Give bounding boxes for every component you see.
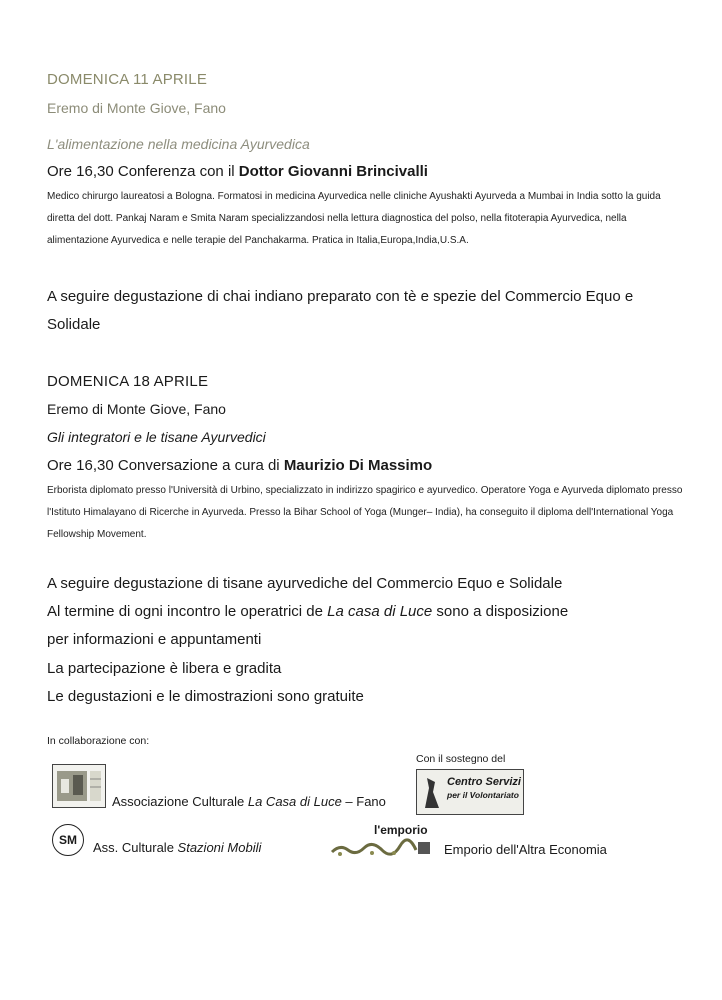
event1-place: Eremo di Monte Giove, Fano <box>47 100 226 116</box>
casa-luce-suffix: – Fano <box>341 794 386 809</box>
closing-line4: La partecipazione è libera e gradita <box>47 660 282 677</box>
stazioni-mobili-logo-icon: SM <box>52 824 84 856</box>
event1-date: DOMENICA 11 APRILE <box>47 71 208 88</box>
event2-talk-prefix: Ore 16,30 Conversazione a cura di <box>47 457 284 474</box>
closing-line2-prefix: Al termine di ogni incontro le operatrici de <box>47 603 328 620</box>
closing-line2-italic: La casa di Luce <box>327 603 433 620</box>
event1-speaker: Dottor Giovanni Brincivalli <box>238 163 428 180</box>
closing-line1: A seguire degustazione di tisane ayurvediche del Commercio Equo e Solidale <box>47 575 563 592</box>
event2-date: DOMENICA 18 APRILE <box>47 373 209 390</box>
event1-talk-prefix: Ore 16,30 Conferenza con il <box>47 163 239 180</box>
event2-talk <box>47 457 432 474</box>
stazioni-italic: Stazioni Mobili <box>177 840 262 855</box>
stazioni-prefix: Ass. Culturale <box>93 840 178 855</box>
csv-line1: Centro Servizi <box>447 776 521 788</box>
event1-followup: A seguire degustazione di chai indiano preparato con tè e spezie del Commercio Equo e Solidale <box>47 288 634 333</box>
event1-talk <box>47 163 428 180</box>
closing-line2 <box>47 598 568 626</box>
csv-line2: per il Volontariato <box>447 790 519 800</box>
emporio-name: Emporio dell'Altra Economia <box>444 842 607 857</box>
emporio-logo-text: l'emporio <box>374 823 428 837</box>
event2-speaker: Maurizio Di Massimo <box>283 457 433 474</box>
event2-topic: Gli integratori e le tisane Ayurvedici <box>47 429 266 445</box>
casa-luce-name <box>112 794 386 809</box>
casa-luce-prefix: Associazione Culturale <box>112 794 248 809</box>
csv-figure-icon <box>421 774 443 810</box>
event2-bio: Erborista diplomato presso l'Università di Urbino, specializzato in indirizzo spagirico e ayurvedico. Operatore Yoga e Ayurveda diplomato presso l'Istituto Himalayano di Ricerche in Ayurveda. Presso la Bihar School of Yoga (Munger– India), ha conseguito il diploma dell'International Yoga Fellowship Movement. <box>47 485 683 540</box>
event1-topic: L'alimentazione nella medicina Ayurvedica <box>47 136 310 152</box>
collab-label: In collaborazione con: <box>47 735 150 747</box>
stazioni-name <box>93 840 261 855</box>
emporio-logo-icon <box>330 838 434 860</box>
support-label: Con il sostegno del <box>416 753 506 765</box>
event1-bio: Medico chirurgo laureatosi a Bologna. Formatosi in medicina Ayurvedica nelle cliniche Ayushakti Ayurveda a Mumbai in India sotto la guida diretta del dott. Pankaj Naram e Smita Naram specializzandosi nella lettura diagnostica del polso, nella fitoterapia Ayurvedica, nella alimentazione Ayurvedica e nelle terapie del Panchakarma. Pratica in Italia,Europa,India,U.S.A. <box>47 191 661 246</box>
closing-line5: Le degustazioni e le dimostrazioni sono gratuite <box>47 688 364 705</box>
casa-luce-italic: La Casa di Luce <box>247 794 342 809</box>
closing-line2-suffix: sono a disposizione <box>432 603 569 620</box>
casa-luce-logo-icon <box>52 764 106 808</box>
csv-logo <box>416 769 524 815</box>
event2-place: Eremo di Monte Giove, Fano <box>47 401 226 417</box>
closing-line3: per informazioni e appuntamenti <box>47 631 262 648</box>
